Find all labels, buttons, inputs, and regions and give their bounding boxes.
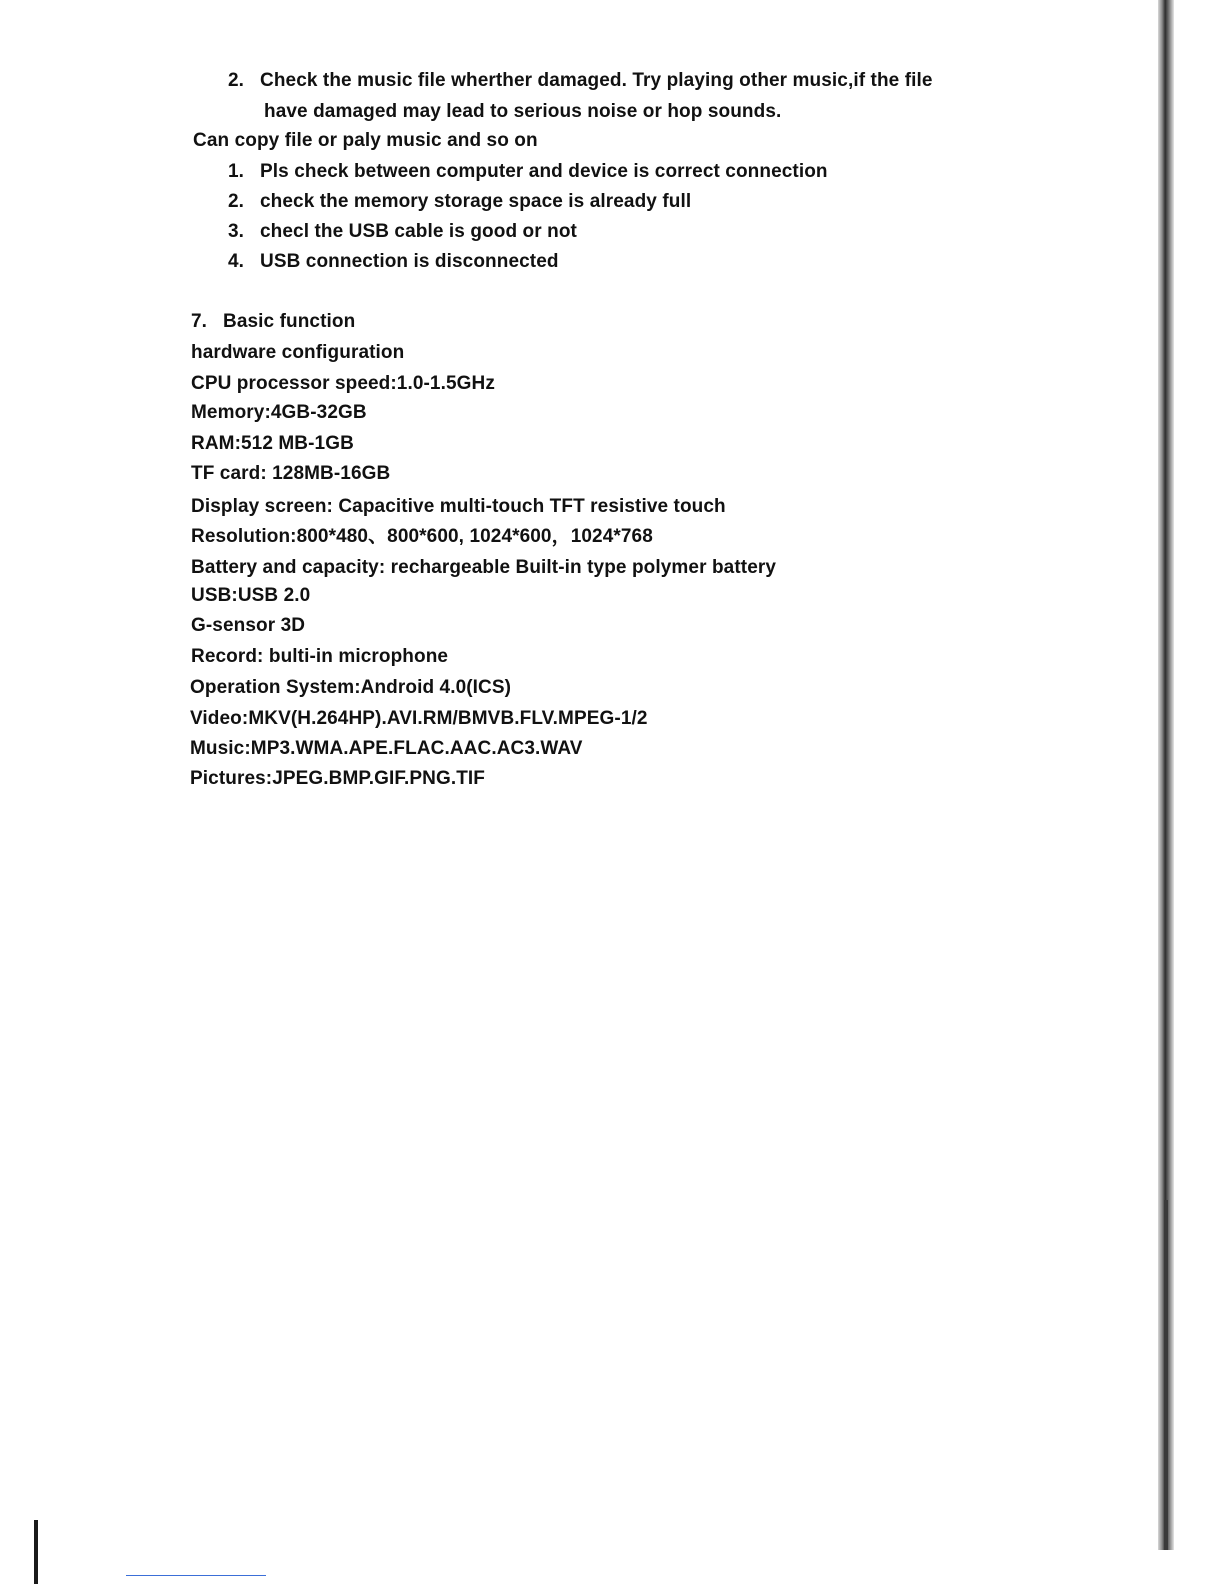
copy-heading: Can copy file or paly music and so on: [193, 130, 538, 151]
music-item-2-line-2: have damaged may lead to serious noise or hop sounds.: [264, 101, 782, 122]
music-item-2-number: 2.: [228, 70, 245, 91]
spec-line-cpu: CPU processor speed:1.0-1.5GHz: [191, 373, 495, 394]
spec-line-music: Music:MP3.WMA.APE.FLAC.AAC.AC3.WAV: [190, 738, 583, 759]
spec-line-record: Record: bulti-in microphone: [191, 646, 449, 667]
section-7-heading: [191, 311, 355, 333]
copy-item: [228, 251, 559, 273]
spec-line-usb: USB:USB 2.0: [191, 585, 311, 606]
copy-item-text: USB connection is disconnected: [260, 251, 559, 272]
copy-item-number: 2.: [228, 191, 245, 212]
spec-line-gsensor: G-sensor 3D: [191, 615, 306, 636]
spec-line-memory: Memory:4GB-32GB: [191, 402, 367, 423]
spec-line-pictures: Pictures:JPEG.BMP.GIF.PNG.TIF: [190, 768, 486, 789]
spec-line-ram: RAM:512 MB-1GB: [191, 433, 354, 454]
scan-corner-mark: [34, 1520, 38, 1584]
spec-line-video: Video:MKV(H.264HP).AVI.RM/BMVB.FLV.MPEG-1/2: [190, 708, 648, 729]
copy-item-text: checl the USB cable is good or not: [260, 221, 577, 242]
spec-line-display: Display screen: Capacitive multi-touch TFT resistive touch: [191, 496, 726, 517]
section-7-number: 7.: [191, 311, 208, 332]
copy-item-number: 3.: [228, 221, 245, 242]
copy-item-text: check the memory storage space is already full: [260, 191, 692, 212]
copy-item-text: Pls check between computer and device is correct connection: [260, 161, 828, 182]
copy-item-number: 1.: [228, 161, 245, 182]
section-7-subtitle: hardware configuration: [191, 342, 405, 363]
copy-item-number: 4.: [228, 251, 245, 272]
scan-binding-shadow: [1164, 1200, 1168, 1550]
music-item-2-text-1: Check the music file wherther damaged. Try playing other music,if the file: [260, 70, 933, 91]
scan-bottom-rule: [126, 1575, 266, 1576]
copy-item: [228, 161, 828, 183]
copy-item: [228, 191, 691, 213]
spec-line-tf-card: TF card: 128MB-16GB: [191, 463, 391, 484]
spec-line-os: Operation System:Android 4.0(ICS): [190, 677, 512, 698]
copy-item: [228, 221, 577, 243]
spec-line-battery: Battery and capacity: rechargeable Built-in type polymer battery: [191, 557, 777, 578]
section-7-title: Basic function: [223, 311, 356, 332]
music-item-2-line-1: [228, 70, 933, 92]
spec-line-resolution: Resolution:800*480、800*600, 1024*600，1024*768: [191, 526, 653, 547]
